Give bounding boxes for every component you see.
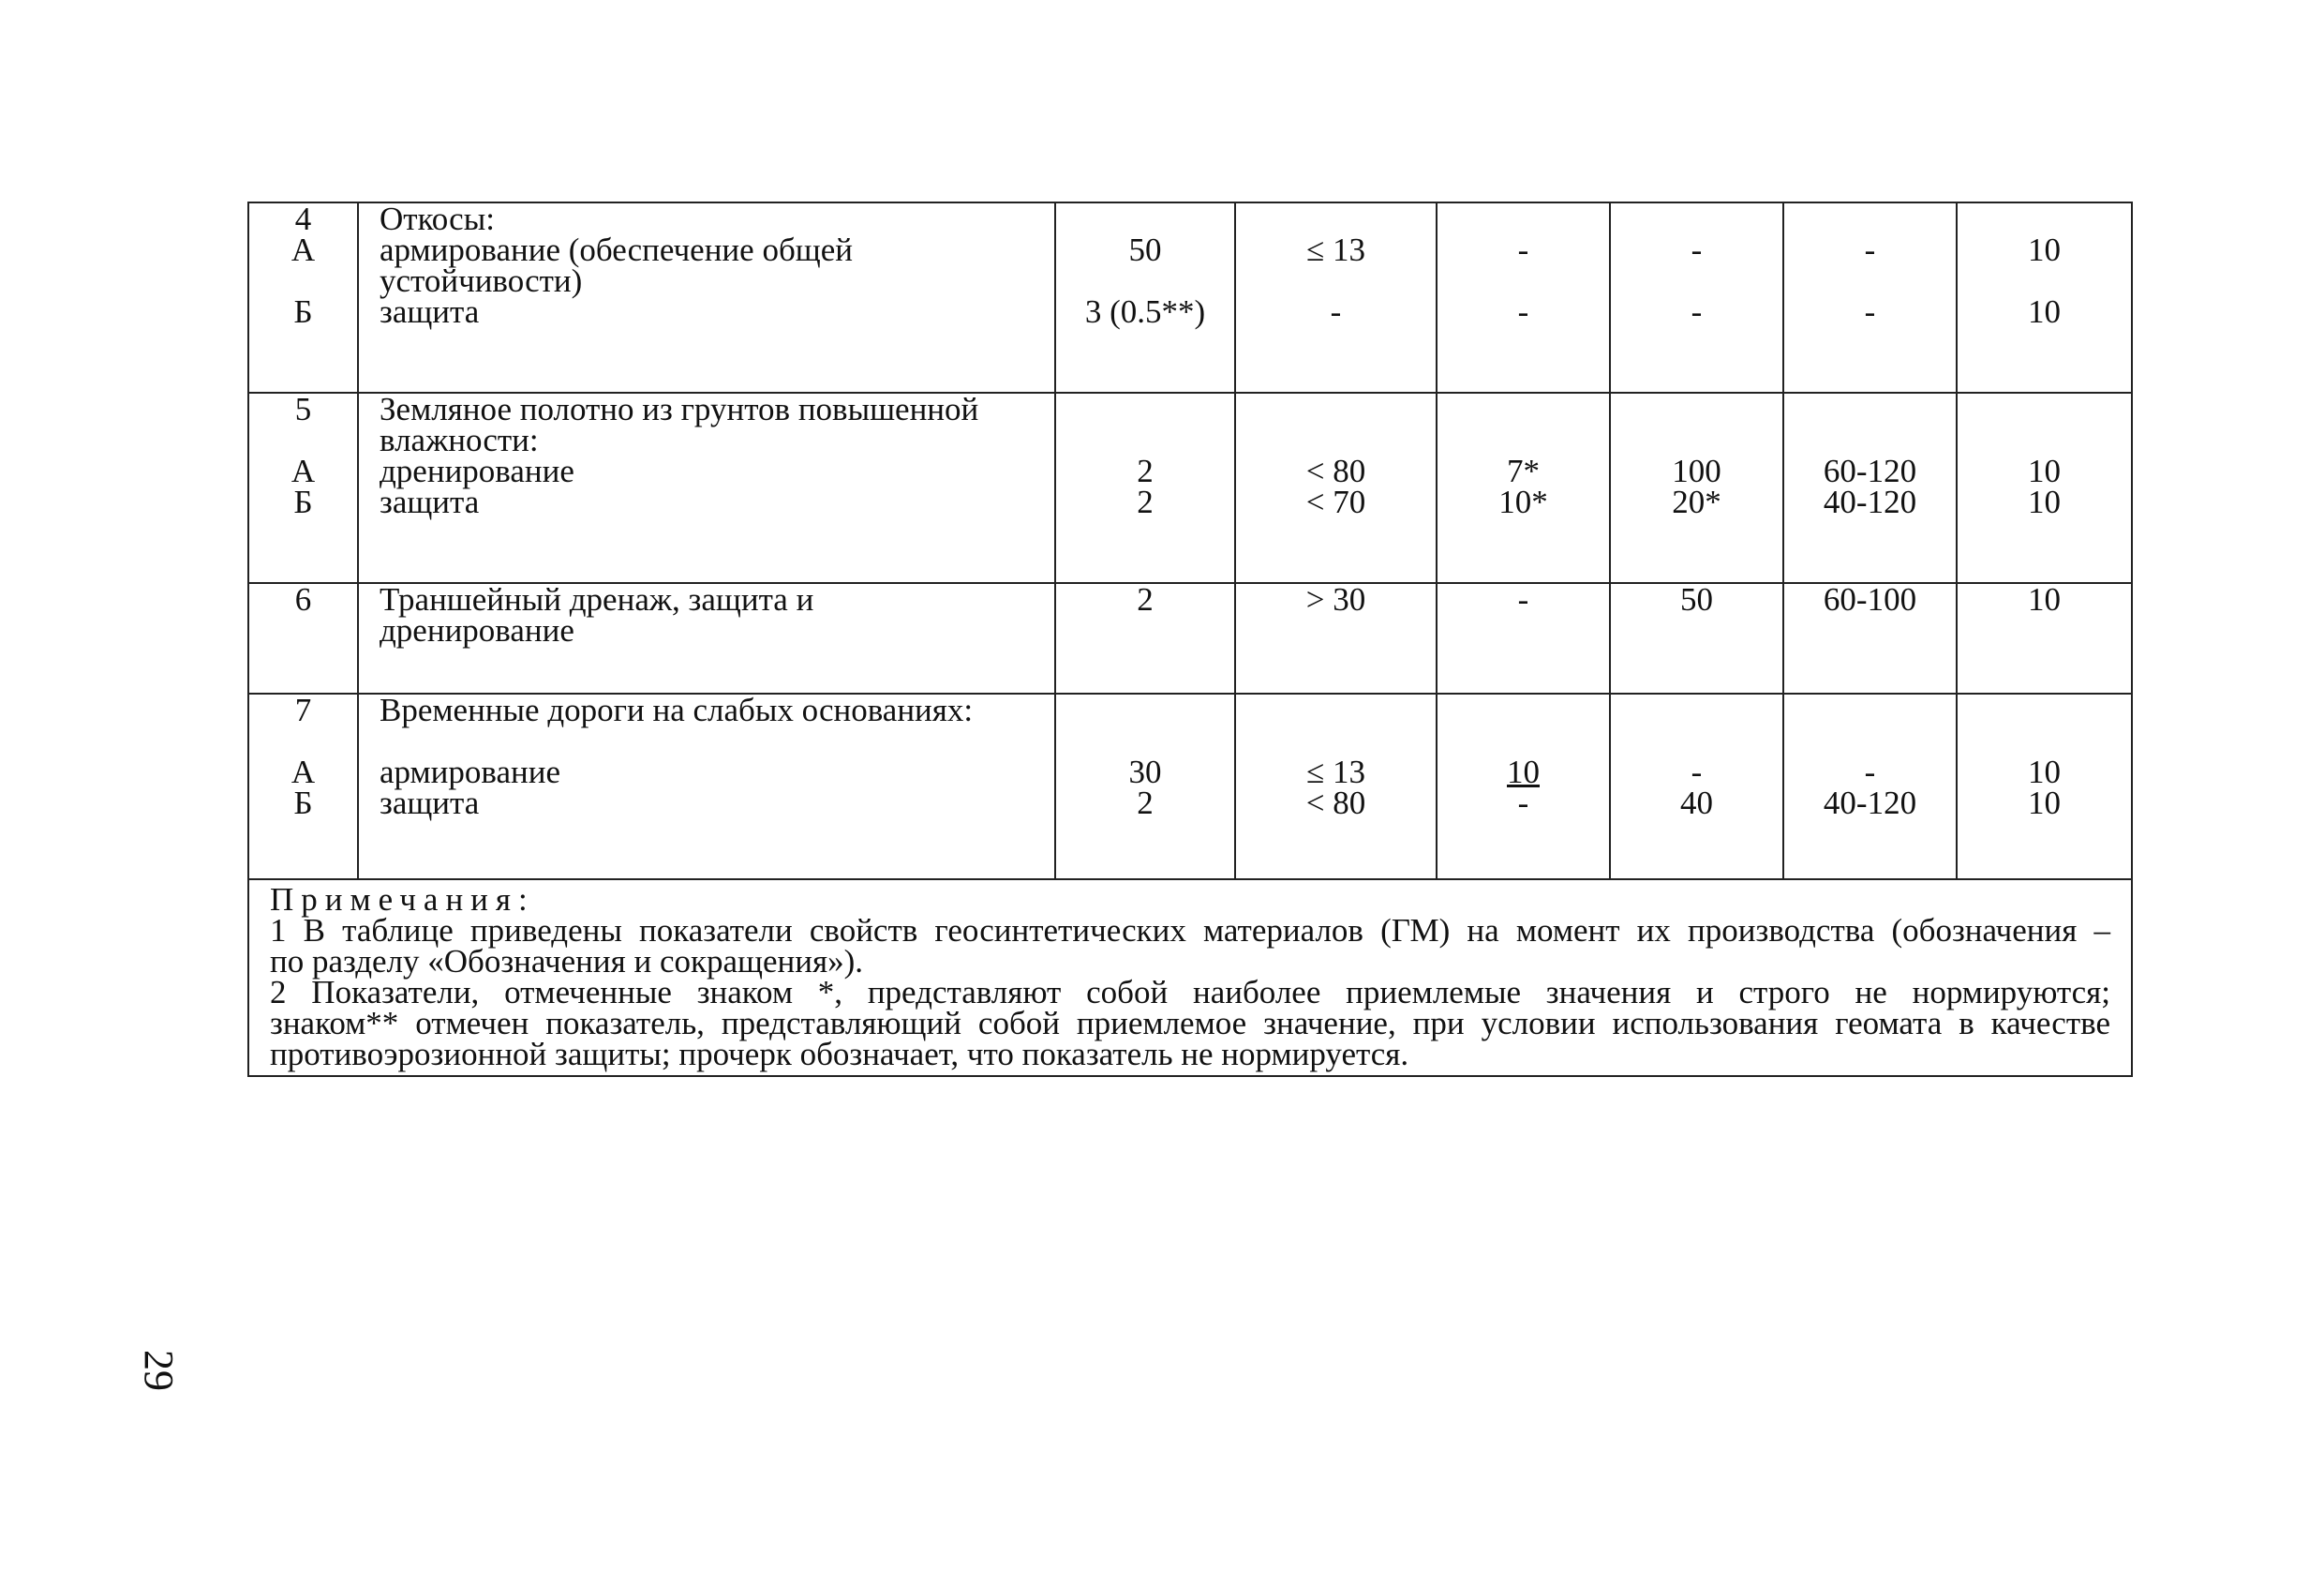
value-cell [1055, 393, 1235, 583]
description-line: дренирование [380, 453, 574, 489]
notes-row [248, 879, 2132, 1076]
value-line: < 70 [1305, 484, 1366, 520]
value-line: - [1691, 293, 1703, 330]
value-line: 10 [2028, 785, 2061, 821]
value-line [1056, 394, 1234, 425]
value-line [1784, 394, 1956, 425]
value-line [1056, 203, 1234, 234]
value-line: 10 [2028, 754, 2061, 790]
value-line [1438, 265, 1609, 296]
value-line: - [1864, 232, 1876, 268]
description-line: Временные дороги на слабых основаниях: [380, 692, 974, 728]
value-cell [1437, 583, 1610, 694]
description-line: армирование (обеспечение общей [380, 232, 853, 268]
value-line: 60-120 [1823, 453, 1917, 489]
item-number-line: Б [293, 785, 313, 821]
description-line: устойчивости) [380, 262, 583, 299]
item-number-cell [248, 393, 358, 583]
description-line: армирование [380, 754, 560, 790]
description-cell [358, 393, 1055, 583]
page-number: 29 [136, 1350, 182, 1391]
value-line: - [1517, 785, 1529, 821]
value-cell [1055, 202, 1235, 393]
value-line: - [1517, 232, 1529, 268]
description-line: Траншейный дренаж, защита и [380, 581, 814, 618]
value-cell [1957, 583, 2132, 694]
item-number-line: А [290, 232, 316, 268]
description-line: дренирование [380, 612, 574, 649]
value-line [1958, 203, 2131, 234]
description-line: защита [380, 785, 480, 821]
value-cell [1610, 202, 1783, 393]
value-line: 10* [1498, 484, 1548, 520]
value-line [1438, 726, 1609, 756]
value-cell [1783, 202, 1957, 393]
value-line: 10 [2028, 293, 2061, 330]
item-number-line: 4 [294, 201, 312, 237]
description-line: Земляное полотно из грунтов повышенной [380, 391, 979, 427]
item-number-line: А [290, 754, 316, 790]
value-cell [1783, 393, 1957, 583]
value-line [1958, 695, 2131, 726]
value-line [1236, 203, 1436, 234]
value-line: < 80 [1305, 453, 1366, 489]
value-line [1611, 726, 1782, 756]
value-line: - [1691, 232, 1703, 268]
value-line: ≤ 13 [1306, 232, 1365, 268]
value-cell [1437, 694, 1610, 879]
value-line [1056, 265, 1234, 296]
value-line: 3 (0.5**) [1084, 293, 1206, 330]
value-line: 7* [1507, 453, 1540, 489]
value-line: - [1330, 293, 1342, 330]
description-line: влажности: [380, 422, 539, 458]
value-line: 2 [1137, 484, 1154, 520]
item-number-line [249, 265, 357, 296]
value-cell [1055, 583, 1235, 694]
value-line: < 80 [1305, 785, 1366, 821]
note-line: противоэрозионной защиты; прочерк обозначает, что показатель не нормируется. [270, 1036, 1409, 1072]
value-line: 40-120 [1823, 785, 1917, 821]
note-line: 1 В таблице приведены показатели свойств геосинтетических материалов (ГМ) на момент их производства (обозначения – [270, 912, 2110, 949]
value-line: 10 [2028, 232, 2061, 268]
value-cell [1235, 393, 1437, 583]
description-line: защита [380, 484, 480, 520]
value-line: 10 [2028, 484, 2061, 520]
value-cell [1610, 393, 1783, 583]
value-cell [1783, 694, 1957, 879]
value-line [1236, 695, 1436, 726]
value-line [1236, 726, 1436, 756]
value-cell [1957, 393, 2132, 583]
item-number-line: А [290, 453, 316, 489]
value-cell [1437, 393, 1610, 583]
value-line [1958, 394, 2131, 425]
value-line: 10 [1507, 754, 1540, 790]
value-cell [1783, 583, 1957, 694]
item-number-cell [248, 583, 358, 694]
description-cell [358, 202, 1055, 393]
table-row [248, 202, 2132, 393]
value-line [1438, 394, 1609, 425]
value-line [1784, 726, 1956, 756]
item-number-cell [248, 694, 358, 879]
value-line [1784, 265, 1956, 296]
value-line [1611, 394, 1782, 425]
value-line [1958, 425, 2131, 456]
value-line: 2 [1137, 785, 1154, 821]
item-number-line: 5 [294, 391, 312, 427]
description-cell [358, 583, 1055, 694]
value-cell [1055, 694, 1235, 879]
value-line [1611, 203, 1782, 234]
value-line [1958, 726, 2131, 756]
note-line: знаком** отмечен показатель, представляющий собой приемлемое значение, при условии использования геомата в качестве [270, 1005, 2110, 1041]
item-number-line [249, 425, 357, 456]
value-line [1438, 425, 1609, 456]
value-cell [1610, 694, 1783, 879]
value-line [1236, 425, 1436, 456]
value-cell [1437, 202, 1610, 393]
value-line [1056, 425, 1234, 456]
value-line: - [1864, 293, 1876, 330]
value-line [1438, 203, 1609, 234]
description-line: Откосы: [380, 201, 495, 237]
value-cell [1235, 694, 1437, 879]
note-line: по разделу «Обозначения и сокращения»). [270, 943, 863, 980]
table-row [248, 694, 2132, 879]
value-line: - [1864, 754, 1876, 790]
value-line: 10 [2028, 581, 2061, 618]
item-number-line: Б [293, 484, 313, 520]
value-line: - [1517, 581, 1529, 618]
value-line [1611, 265, 1782, 296]
value-line [1056, 695, 1234, 726]
value-line: 30 [1128, 754, 1162, 790]
value-line: ≤ 13 [1306, 754, 1365, 790]
specification-table [247, 202, 2133, 1077]
value-line: 2 [1137, 581, 1154, 618]
value-cell [1235, 583, 1437, 694]
value-line: 2 [1137, 453, 1154, 489]
note-line: 2 Показатели, отмеченные знаком *, представляют собой наиболее приемлемые значения и строго не нормируются; [270, 974, 2110, 1010]
item-number-line: Б [293, 293, 313, 330]
value-line: 60-100 [1823, 581, 1917, 618]
value-line [1438, 695, 1609, 726]
value-line: 40-120 [1823, 484, 1917, 520]
value-line: 20* [1672, 484, 1721, 520]
value-line [1784, 695, 1956, 726]
value-cell [1610, 583, 1783, 694]
item-number-cell [248, 202, 358, 393]
value-line: 50 [1680, 581, 1713, 618]
value-cell [1235, 202, 1437, 393]
notes-title: Примечания: [270, 881, 535, 918]
value-cell [1957, 202, 2132, 393]
value-line: - [1691, 754, 1703, 790]
value-line: - [1517, 293, 1529, 330]
value-line [1611, 425, 1782, 456]
value-line [1236, 265, 1436, 296]
description-line [380, 726, 1054, 756]
description-line: защита [380, 293, 480, 330]
value-line: 50 [1128, 232, 1162, 268]
value-line [1784, 203, 1956, 234]
value-line [1056, 726, 1234, 756]
table-row [248, 393, 2132, 583]
description-cell [358, 694, 1055, 879]
notes-cell [248, 879, 2132, 1076]
value-line [1958, 265, 2131, 296]
value-line [1611, 695, 1782, 726]
item-number-line: 6 [294, 581, 312, 618]
value-line: > 30 [1305, 581, 1366, 618]
value-line: 100 [1672, 453, 1721, 489]
value-line: 40 [1680, 785, 1713, 821]
value-line [1236, 394, 1436, 425]
item-number-line: 7 [294, 692, 312, 728]
table-row [248, 583, 2132, 694]
value-line: 10 [2028, 453, 2061, 489]
value-cell [1957, 694, 2132, 879]
item-number-line [249, 726, 357, 756]
value-line [1784, 425, 1956, 456]
